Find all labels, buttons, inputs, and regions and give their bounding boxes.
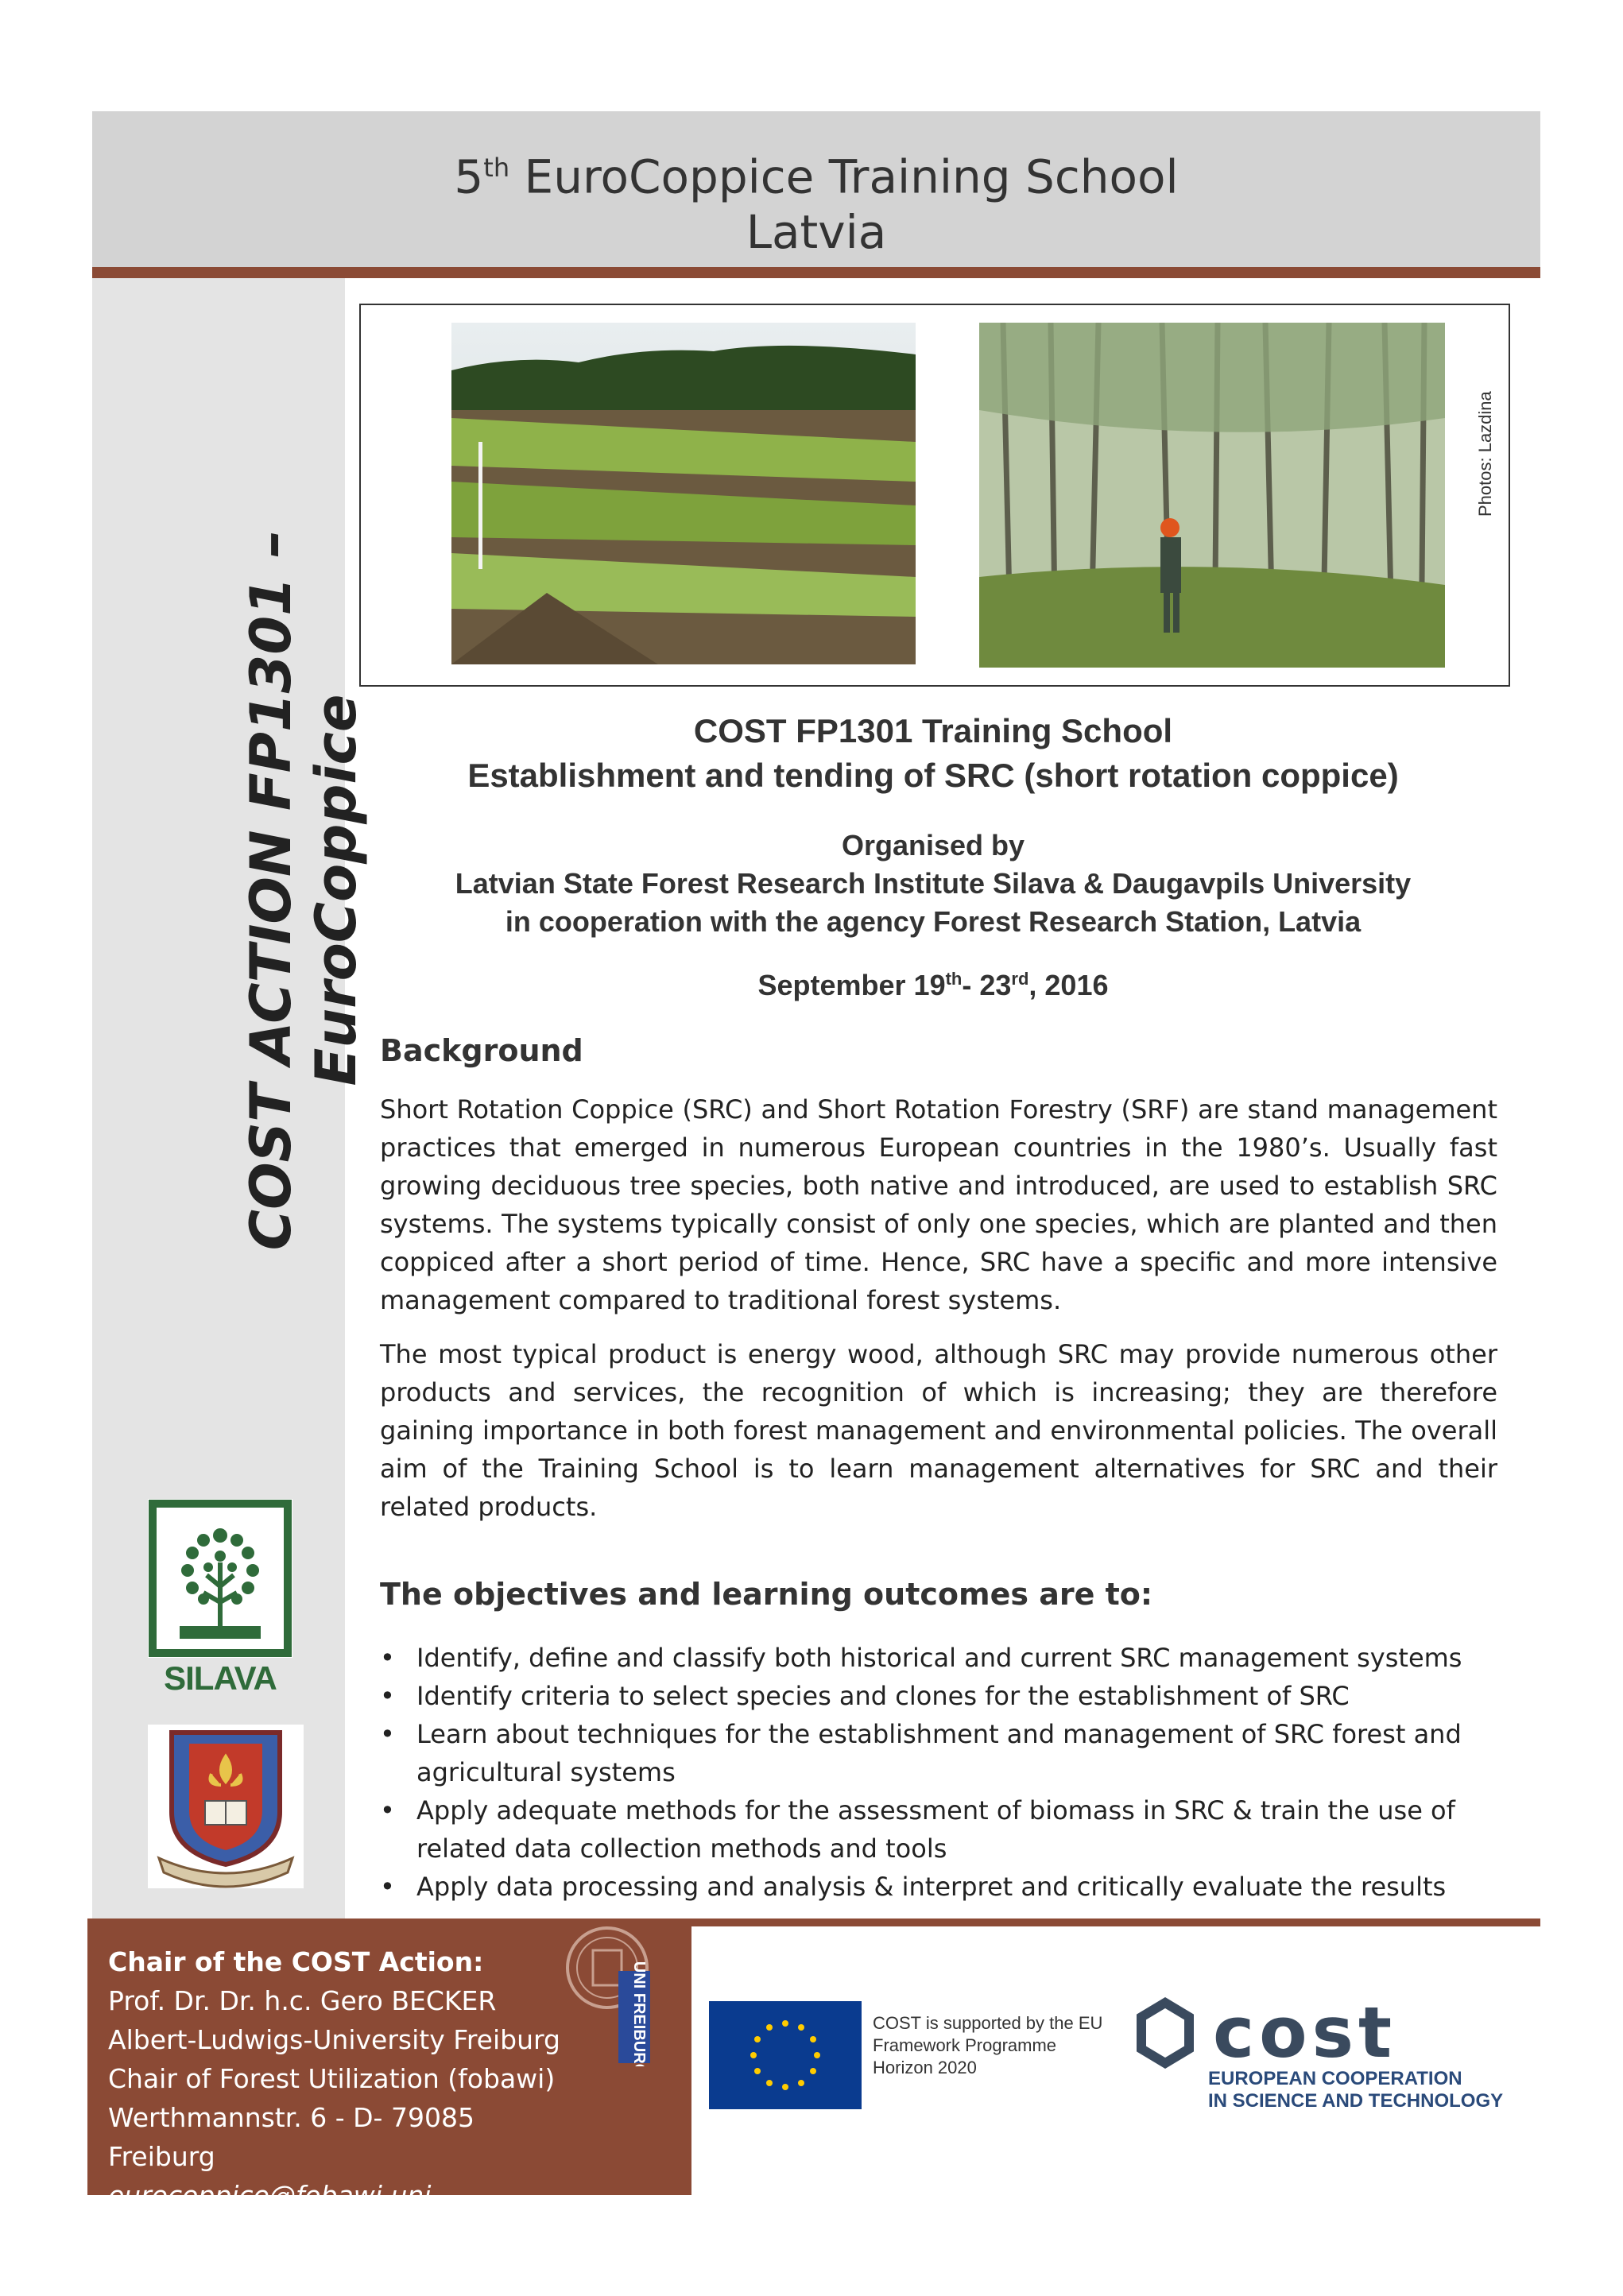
list-item: • Learn about techniques for the establishment and management of SRC forest and agricultural systems xyxy=(380,1715,1501,1791)
freiburg-seal xyxy=(556,1923,658,2066)
page-title: 5th EuroCoppice Training School Latvia xyxy=(454,149,1179,260)
background-heading: Background xyxy=(380,1033,583,1068)
cost-tagline: EUROPEAN COOPERATION IN SCIENCE AND TECHNOLOGY xyxy=(1208,2068,1504,2112)
header-divider xyxy=(92,267,1540,278)
page-subtitle: Latvia xyxy=(746,205,887,260)
silava-logo xyxy=(148,1499,292,1658)
svg-text:cost: cost xyxy=(1213,1993,1397,2073)
list-item: • Apply data processing and analysis & interpret and critically evaluate the results xyxy=(380,1868,1501,1906)
list-item: • Identify criteria to select species and clones for the establishment of SRC xyxy=(380,1677,1501,1715)
chair-university: Albert-Ludwigs-University Freiburg xyxy=(108,2024,560,2055)
chair-name: Prof. Dr. Dr. h.c. Gero BECKER xyxy=(108,1985,497,2016)
header-banner xyxy=(92,111,1540,267)
list-item: • Apply adequate methods for the assessment of biomass in SRC & train the use of related data collection methods and tools xyxy=(380,1791,1501,1868)
chair-heading: Chair of the COST Action: xyxy=(108,1946,484,1977)
photo-frame xyxy=(359,304,1510,687)
organisers: Organised by Latvian State Forest Research Institute Silava & Daugavpils University in cooperation with the agency Forest Research Station, Latvia xyxy=(455,829,1412,938)
eu-flag xyxy=(709,2001,862,2109)
eu-funding-note: COST is supported by the EU Framework Programme Horizon 2020 xyxy=(873,2013,1103,2077)
photo-coppice-stand xyxy=(979,323,1445,668)
background-paragraph-1: Short Rotation Coppice (SRC) and Short Rotation Forestry (SRF) are stand management practices that emerged in numerous European countries in the 1980’s. Usually fast growing deciduous tree species, both native and introduced, are used to establish SRC systems. The systems typically consist of only one species, which are planted and then coppiced after a short period of time. Hence, SRC have a specific and more intensive management compared to traditional forest systems. xyxy=(380,1094,1497,1315)
chair-department: Chair of Forest Utilization (fobawi) xyxy=(108,2063,556,2094)
contact-email[interactable]: eurocoppice@fobawi.uni-freiburg.de xyxy=(108,2180,441,2250)
chair-address: Werthmannstr. 6 - D- 79085 Freiburg xyxy=(108,2102,475,2172)
photo-credit: Photos: Lazdina xyxy=(1475,391,1495,517)
objectives-heading: The objectives and learning outcomes are to: xyxy=(380,1577,1153,1612)
objectives-list xyxy=(380,1639,1501,1906)
background-paragraph-2: The most typical product is energy wood, although SRC may provide numerous other products and services, the recognition of which is increasing; they are therefore gaining importance in both forest management and environmental policies. The overall aim of the Training School is to learn management alternatives for SRC and their related products. xyxy=(380,1339,1497,1522)
silava-logo-text: SILAVA xyxy=(164,1659,277,1697)
list-item: • Identify, define and classify both historical and current SRC management systems xyxy=(380,1639,1501,1677)
contact-details xyxy=(108,1942,585,2254)
photo-young-plantation xyxy=(451,323,916,664)
university-crest xyxy=(148,1725,304,1888)
vertical-title: COST ACTION FP1301 – EuroCoppice xyxy=(238,529,369,1251)
training-title: COST FP1301 Training School Establishment and tending of SRC (short rotation coppice) xyxy=(467,712,1399,794)
svg-text:UNI FREIBURG: UNI FREIBURG xyxy=(630,1961,648,2066)
event-date: September 19th- 23rd, 2016 xyxy=(757,969,1109,1001)
